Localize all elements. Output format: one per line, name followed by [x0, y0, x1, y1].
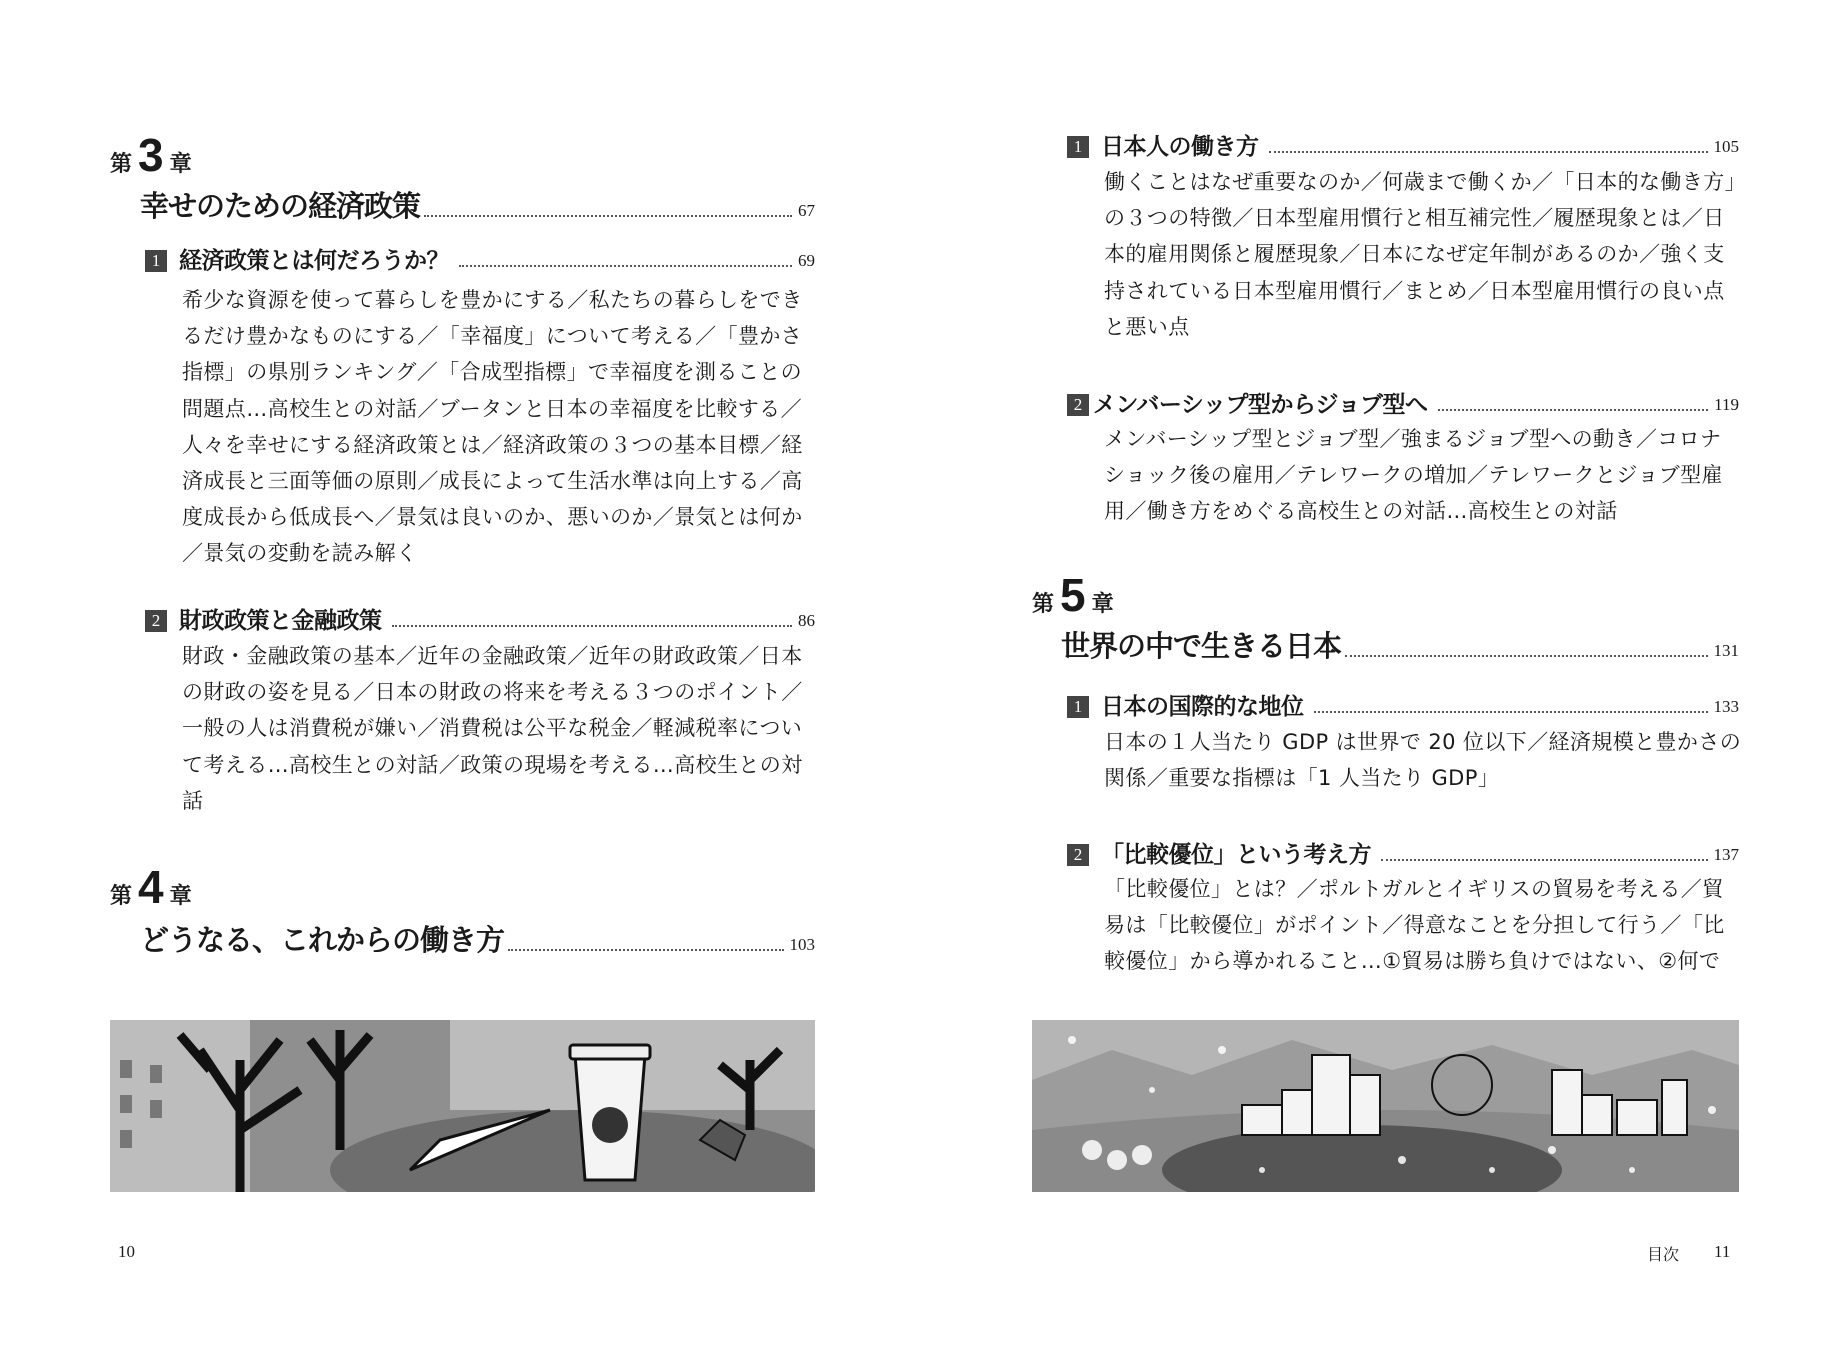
summary-line: の３つの特徴／日本型雇用慣行と相互補完性／履歴現象とは／日 — [1104, 206, 1725, 231]
summary-line: 財政・金融政策の基本／近年の金融政策／近年の財政政策／日本 — [182, 644, 803, 668]
chapter-3-label — [110, 128, 192, 182]
summary-line: ショック後の雇用／テレワークの増加／テレワークとジョブ型雇 — [1104, 463, 1723, 488]
summary-line: 本的雇用関係と履歴現象／日本になぜ定年制があるのか／強く支 — [1104, 242, 1725, 267]
page-ref: 67 — [798, 201, 815, 220]
toc-entry-section[interactable] — [145, 602, 815, 635]
summary-line: 用／働き方をめぐる高校生との対話…高校生との対話 — [1104, 499, 1618, 524]
chapter-title: 世界の中で生きる日本 — [1061, 629, 1342, 663]
chapter-suffix: 章 — [1091, 592, 1114, 617]
summary-line: て考える…高校生との対話／政策の現場を考える…高校生との対 — [182, 752, 803, 777]
page-ref: 86 — [798, 611, 815, 630]
chapter-prefix: 第 — [110, 152, 133, 177]
summary-line: 較優位」から導かれること…①貿易は勝ち負けではない、②何で — [1104, 949, 1721, 974]
toc-entry-section[interactable] — [1067, 128, 1739, 161]
page-ref: 103 — [789, 935, 815, 954]
chapter-prefix: 第 — [1032, 592, 1055, 617]
snowy-town-illustration — [1032, 1020, 1739, 1192]
dot-leader — [1314, 711, 1708, 713]
summary-line: 人々を幸せにする経済政策とは／経済政策の３つの基本目標／経 — [182, 432, 803, 457]
section-number-badge: 1 — [1067, 136, 1089, 158]
summary-line: 度成長から低成長へ／景気は良いのか、悪いのか／景気とは何か — [182, 505, 803, 530]
summary-line: 働くことはなぜ重要なのか／何歳まで働くか／「日本的な働き方」 — [1104, 170, 1746, 194]
page-ref: 119 — [1714, 395, 1739, 414]
dot-leader — [508, 949, 783, 951]
toc-entry-chapter-4[interactable] — [140, 918, 815, 959]
page-ref: 69 — [798, 251, 815, 270]
section-number-badge: 2 — [145, 610, 167, 632]
page-ref: 131 — [1713, 641, 1739, 660]
section-number-badge: 2 — [1067, 394, 1089, 416]
toc-entry-section[interactable] — [1067, 836, 1739, 869]
chapter-title: 幸せのための経済政策 — [140, 189, 421, 223]
dot-leader — [1345, 655, 1707, 657]
summary-line: 日本の１人当たり GDP は世界で 20 位以下／経済規模と豊かさの — [1104, 730, 1742, 754]
toc-entry-section[interactable] — [1067, 688, 1739, 721]
toc-entry-section[interactable] — [1067, 386, 1739, 419]
chapter-title: どうなる、これからの働き方 — [140, 923, 505, 957]
toc-entry-chapter-5[interactable] — [1061, 624, 1739, 665]
chapter-suffix: 章 — [169, 152, 192, 177]
summary-line: 易は「比較優位」がポイント／得意なことを分担して行う／「比 — [1104, 913, 1725, 938]
page-number: 11 — [1714, 1242, 1731, 1261]
summary-line: 希少な資源を使って暮らしを豊かにする／私たちの暮らしをでき — [182, 288, 803, 312]
chapter-number: 5 — [1060, 569, 1086, 621]
chapter-5-label — [1032, 568, 1114, 622]
section-summary — [1104, 421, 1723, 530]
page-number: 10 — [118, 1242, 135, 1261]
section-summary — [1104, 164, 1746, 345]
section-number-badge: 1 — [1067, 696, 1089, 718]
summary-line: 関係／重要な指標は「1 人当たり GDP」 — [1104, 766, 1500, 791]
chapter-prefix: 第 — [110, 884, 133, 909]
section-title: 日本の国際的な地位 — [1101, 694, 1304, 720]
page-ref: 137 — [1713, 845, 1739, 864]
section-title: 財政政策と金融政策 — [179, 608, 382, 634]
dot-leader — [1438, 409, 1709, 411]
section-title: 「比較優位」という考え方 — [1101, 842, 1371, 868]
section-number-badge: 2 — [1067, 844, 1089, 866]
dot-leader — [392, 625, 793, 627]
summary-line: ／景気の変動を読み解く — [182, 541, 418, 566]
dot-leader — [424, 215, 792, 217]
chapter-4-label — [110, 860, 192, 914]
dot-leader — [459, 265, 792, 267]
summary-line: の財政の姿を見る／日本の財政の将来を考える３つのポイント／ — [182, 680, 803, 705]
summary-line: るだけ豊かなものにする／「幸福度」について考える／「豊かさ — [182, 324, 803, 349]
summary-line: 話 — [182, 788, 204, 813]
toc-entry-section[interactable] — [145, 242, 815, 275]
section-number-badge: 1 — [145, 250, 167, 272]
summary-line: メンバーシップ型とジョブ型／強まるジョブ型への動き／コロナ — [1104, 427, 1722, 451]
summary-line: 指標」の県別ランキング／「合成型指標」で幸福度を測ることの — [182, 360, 802, 385]
section-summary — [182, 638, 803, 819]
toc-entry-chapter-3[interactable] — [140, 184, 815, 225]
page-ref: 105 — [1713, 137, 1739, 156]
running-head: 目次 — [1647, 1245, 1680, 1264]
summary-line: と悪い点 — [1104, 314, 1190, 339]
chapter-suffix: 章 — [169, 884, 192, 909]
summary-line: 済成長と三面等価の原則／成長によって生活水準は向上する／高 — [182, 468, 803, 493]
section-title: 経済政策とは何だろうか？ — [179, 248, 449, 274]
section-summary — [182, 282, 803, 572]
autumn-park-illustration — [110, 1020, 815, 1192]
summary-line: 「比較優位」とは？／ポルトガルとイギリスの貿易を考える／貿 — [1104, 877, 1724, 901]
summary-line: 問題点…高校生との対話／ブータンと日本の幸福度を比較する／ — [182, 396, 802, 421]
dot-leader — [1381, 859, 1708, 861]
section-title: 日本人の働き方 — [1101, 134, 1259, 160]
chapter-number: 3 — [138, 129, 164, 181]
dot-leader — [1269, 151, 1708, 153]
page-ref: 133 — [1713, 697, 1739, 716]
section-title: メンバーシップ型からジョブ型へ — [1093, 392, 1428, 418]
summary-line: 一般の人は消費税が嫌い／消費税は公平な税金／軽減税率につい — [182, 716, 803, 741]
section-summary — [1104, 871, 1725, 980]
summary-line: 持されている日本型雇用慣行／まとめ／日本型雇用慣行の良い点 — [1104, 278, 1725, 303]
section-summary — [1104, 724, 1741, 796]
chapter-number: 4 — [138, 861, 164, 913]
